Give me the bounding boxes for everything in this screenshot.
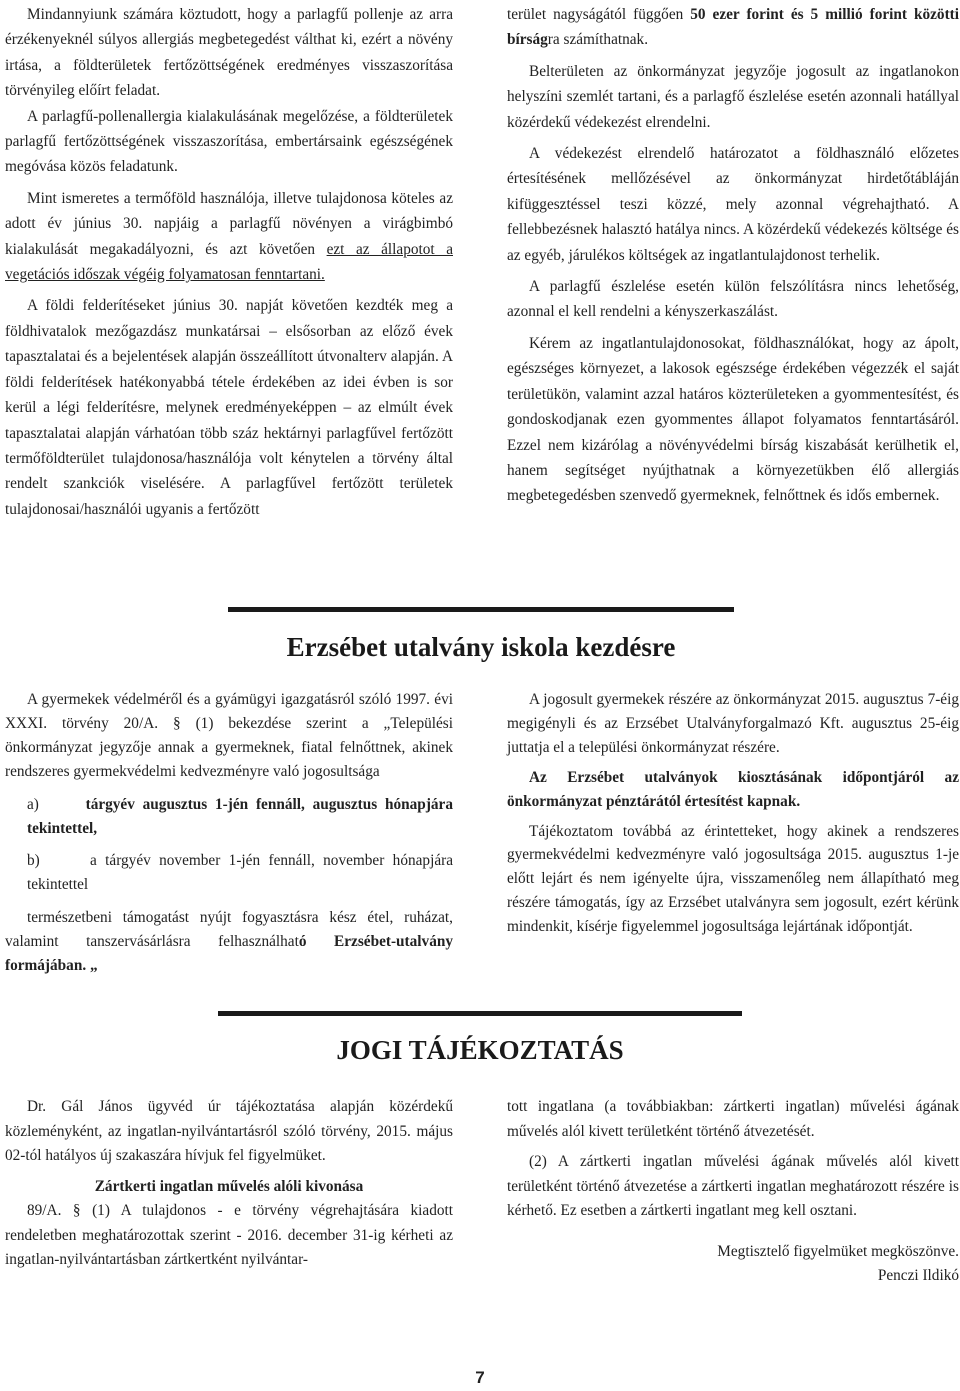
parlagfu-paragraph-4: A földi felderítéseket június 30. napját követően kezdték meg a földhivatalok mezőgazdász munkatársai – elsősorban az előző évek tapasztalatai és a bejelentések alapján összeállított útvonalterv alapján. A földi felderítések hatékonyabbá tétele érdekében az idei évben is sor kerül a légi felderítésre, melynek eredményeképpen – az elmúlt évek tapasztalatai alapján várhatóan több száz hektárnyi parlagfűvel fertőzött termőföldterület tulajdonosa/használója volt kénytelen a törvény által rendelt szankciók viselésére. A parlagfűvel fertőzött területek tulajdonosai/használói ugyanis a fertőzött [5,297,453,518]
parlagfu-paragraph-3-text: Mint ismeretes a termőföld használója, illetve tulajdonosa köteles az adott év június 30. napjáig a parlagfű növényen a virágbimbó kialakulását megakadályozni, és azt követően [5,189,453,258]
item-b-label: b) [27,852,40,870]
parlagfu-eszleles-paragraph: A parlagfű észlelése esetén külön felszólításra nincs lehetőség, azonnal el kell rendelni a kényszerkaszálást. [507,278,959,321]
distribution-text: Az Erzsébet utalványok kiosztásának időpontjáról az önkormányzat pénztárától értesítést kapnak. [507,768,959,810]
jogi-intro-paragraph: Dr. Gál János ügyvéd úr tájékoztatása alapján közérdekű közleményként, az ingatlan-nyilvántartásról szóló törvény, 2015. május 02-tól hatályos új szakaszára hívjuk fel figyelmüket. [5,1098,453,1164]
parlagfu-kerem-paragraph: Kérem az ingatlantulajdonosokat, földhasználókat, hogy az ápolt, egészséges környezet, a lakosok egészsége érdekében végezzék el saját területükön, valamint azzal határos közterületeken a gyommentesítést, és gondoskodjanak ezen gyommentes állapot folyamatos fenntartásáról. Ezzel nem kizárólag a növényvédelmi bírság kiszabását kerülhetik el, hanem segítséget nyújthatnak a környezetükben élő allergiás megbetegedésben szenvedő gyermeknek, felnőttnek és idős embernek. [507,334,959,505]
jogi-subtitle [5,1175,453,1200]
fine-text-c: ra számíthatnak. [547,31,649,49]
jogi-law-paragraph: 89/A. § (1) A tulajdonos - e törvény végrehajtására kiadott rendeletben meghatározottak szerint - 2016. december 31-ig kérheti az ingatlan-nyilvántartásban zártkertként nyilvántar- [5,1202,453,1268]
jogi-signature: Penczi Ildikó [877,1267,959,1284]
jogi-left-column [5,1095,453,1273]
erzsebet-law-paragraph: A gyermekek védelméről és a gyámügyi igazgatásról szóló 1997. évi XXXI. törvény 20/A. § (1) bekezdése szerint a „Települési önkormányzat jegyzője annak a gyermeknek, fiatal felnőttnek, akinek rendszeres gyermekvédelmi kedvezményre való jogosultsága [5,691,453,780]
parlagfu-vedekezes-paragraph: A védekezést elrendelő határozatot a földhasználó előzetes értesítésének mellőzésével az önkormányzat hirdetőtábláján kifüggesztéssel teszi közzé, mely azonnal végrehajtható. A fellebbezésnek halasztó hatálya nincs. A közérdekű védekezés költsége és az egyéb, járulékos költségek az ingatlantulajdonost terhelik. [507,145,959,264]
fine-amount: 50 ezer forint és 5 millió forint közötti bírság [507,6,960,49]
item-a-text: tárgyév augusztus 1-jén fennáll, augusztus hónapjára tekintettel, [27,795,453,837]
erzsebet-divider-rule [228,607,734,612]
support-text: természetbeni támogatást nyújt fogyasztásra kész étel, ruházat, valamint tanszervásárlásra felhasználhat [5,909,453,951]
erzsebet-distribution-paragraph [507,766,959,814]
jogi-thanks: Megtisztelő figyelmüket megköszönve. [717,1242,959,1260]
jogi-section-title: JOGI TÁJÉKOZTATÁS [336,1035,624,1065]
erzsebet-item-a [5,793,453,841]
parlagfu-belterulet-paragraph: Belterületen az önkormányzat jegyzője jogosult az ingatlanokon helyszíni szemlét tartani, és a parlagfő észlelése esetén azonnali hatállyal közérdekű védekezést elrendelni. [507,62,959,131]
parlagfu-left-column [5,2,453,522]
parlagfu-paragraph-1: Mindannyiunk számára köztudott, hogy a parlagfű pollenje az arra érzékenyeknél súlyos allergiás megbetegedést válthat ki, ezért a növény irtása, a földterületek fertőzöttségének eredményes visszaszorítása törvényileg előírt feladat. [5,6,453,100]
erzsebet-info-paragraph: Tájékoztatom továbbá az érintetteket, hogy akinek a rendszeres gyermekvédelmi kedvezményre való jogosultsága 2015. augusztus 1-je előtt lejárt és nem igényelte újra, visszamenőleg nem állapítható meg részére támogatás, így az Erzsébet utalványra sem jogosult, ezért kérünk mindenkit, kísérje figyelemmel jogosultsága lejártának időpontját. [507,822,959,936]
erzsebet-left-column [5,688,453,978]
jogi-divider-rule [218,1011,742,1016]
jogi-subtitle-text: Zártkerti ingatlan művelés alóli kivonása [94,1177,364,1195]
item-a-label: a) [27,795,39,813]
parlagfu-fine-paragraph [507,2,959,53]
page-number: 7 [475,1368,485,1387]
erzsebet-item-b [5,849,453,897]
jogi-right-column [507,1095,959,1289]
jogi-continuation-paragraph: tott ingatlana (a továbbiakban: zártkerti ingatlan) művelési ágának művelés alól kivett területként történő átvezetését. [507,1098,959,1140]
parlagfu-paragraph-3-underlined: ezt az állapotot a vegetációs időszak végéig folyamatosan fenntartani. [5,240,453,284]
erzsebet-request-paragraph: A jogosult gyermekek részére az önkormányzat 2015. augusztus 7-éig megigényli és az Erzsébet Utalványforgalmazó Kft. augusztus 25-éig juttatja el a települési önkormányzat részére. [507,691,959,756]
fine-text-a: terület nagyságától függően [507,6,691,23]
jogi-second-paragraph: (2) A zártkerti ingatlan művelési ágának művelés alól kivett területként történő átvezetése a zártkerti ingatlan meghatározott részére is kérhető. Ez esetben a zártkerti ingatlant meg kell osztani. [507,1153,959,1219]
support-text-bold: ó Erzsébet-utalvány formájában. „ [5,933,454,975]
item-b-text: a tárgyév november 1-jén fennáll, november hónapjára tekintettel [27,852,453,894]
erzsebet-section-title: Erzsébet utalvány iskola kezdésre [286,632,676,662]
parlagfu-paragraph-3 [5,186,453,288]
parlagfu-right-column [507,2,959,509]
erzsebet-support-paragraph [5,906,453,978]
erzsebet-right-column [507,688,959,939]
parlagfu-paragraph-2: A parlagfű-pollenallergia kialakulásának megelőzése, a földterületek parlagfű fertőzöttségének visszaszorítása, embertársaink egészségének megóvása közös feladatunk. [5,107,453,176]
